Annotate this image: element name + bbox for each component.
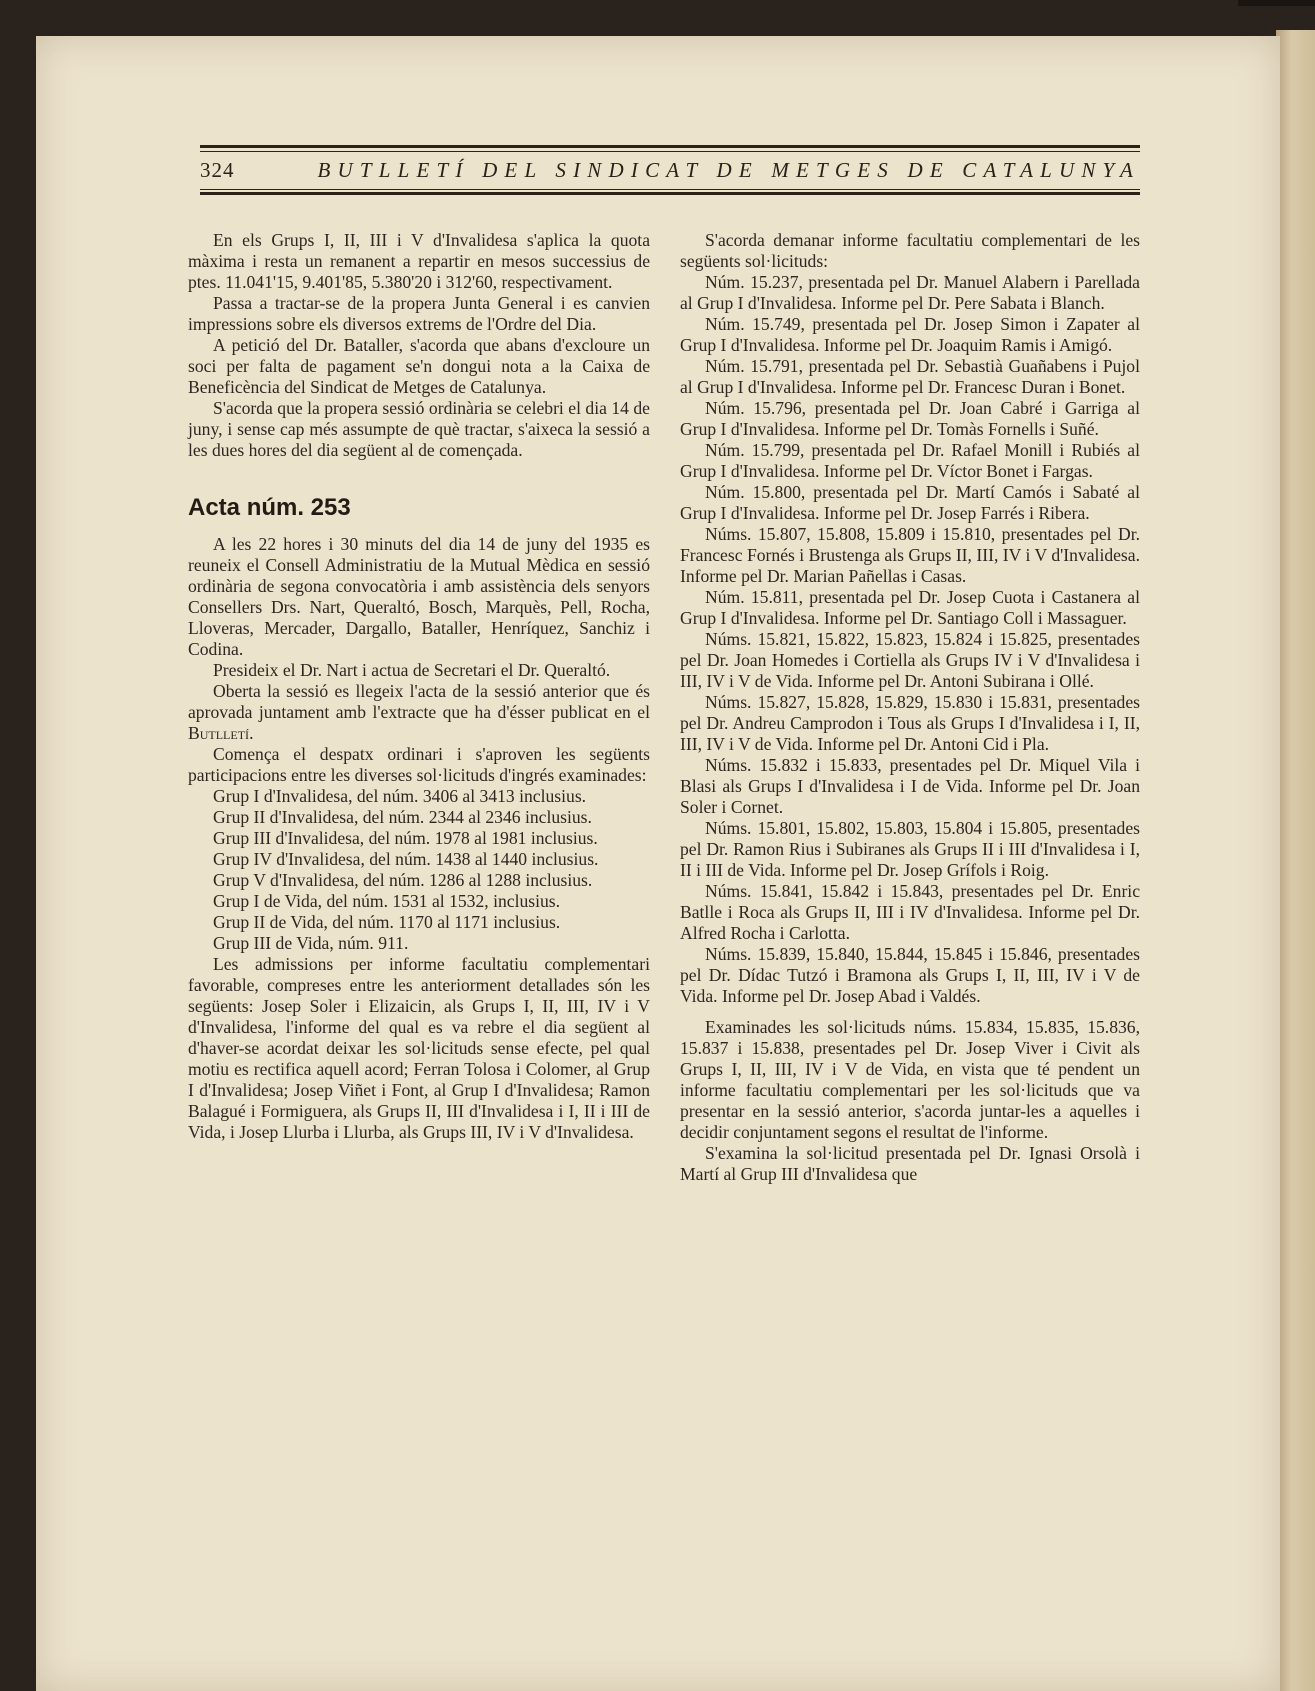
paragraph: S'acorda que la propera sessió ordinària se celebri el dia 14 de juny, i sense cap més assumpte de què tractar, s'aixeca la sessió a les dues hores del dia següent al de començada. — [188, 398, 650, 460]
paragraph-text: Oberta la sessió es llegeix l'acta de la sessió anterior que és aprovada juntament amb l'extracte que ha d'ésser publicat en el — [188, 681, 650, 722]
paragraph-text: . — [249, 723, 254, 743]
paragraph — [188, 681, 650, 744]
list-item: Grup I de Vida, del núm. 1531 al 1532, inclusius. — [213, 891, 561, 911]
list-item: Núm. 15.799, presentada pel Dr. Rafael Monill i Rubiés al Grup I d'Invalidesa. Informe pel Dr. Víctor Bonet i Fargas. — [680, 440, 1140, 481]
running-title: BUTLLETÍ DEL SINDICAT DE METGES DE CATALUNYA — [317, 157, 1140, 182]
right-column — [680, 230, 1140, 1185]
list-item: Núms. 15.841, 15.842 i 15.843, presentades pel Dr. Enric Batlle i Roca als Grups II, III i IV d'Invalidesa. Informe pel Dr. Alfred Rocha i Carlotta. — [680, 881, 1140, 943]
header-row — [200, 154, 1140, 186]
paragraph: A les 22 hores i 30 minuts del dia 14 de juny del 1935 es reuneix el Consell Administratiu de la Mutual Mèdica en sessió ordinària de segona convocatòria i amb assistència dels senyors Consellers Drs. Nart, Queraltó, Bosch, Marquès, Pell, Rocha, Lloveras, Mercader, Dargallo, Bataller, Henríquez, Sanchiz i Codina. — [188, 534, 650, 659]
paragraph: En els Grups I, II, III i V d'Invalidesa s'aplica la quota màxima i resta un remanent a repartir en mesos successius de ptes. 11.041'15, 9.401'85, 5.380'20 i 312'60, respectivament. — [188, 230, 650, 292]
list-item: Núm. 15.796, presentada pel Dr. Joan Cabré i Garriga al Grup I d'Invalidesa. Informe pel Dr. Tomàs Fornells i Suñé. — [680, 398, 1140, 439]
list-item: Núm. 15.237, presentada pel Dr. Manuel Alabern i Parellada al Grup I d'Invalidesa. Informe pel Dr. Pere Sabata i Blanch. — [680, 272, 1140, 313]
list-item: Núm. 15.791, presentada pel Dr. Sebastià Guañabens i Pujol al Grup I d'Invalidesa. Informe pel Dr. Francesc Duran i Bonet. — [680, 356, 1140, 397]
scan-edge-top — [1238, 0, 1315, 6]
list-item: Núm. 15.749, presentada pel Dr. Josep Simon i Zapater al Grup I d'Invalidesa. Informe pel Dr. Joaquim Ramis i Amigó. — [680, 314, 1140, 355]
header-rule-top-thin — [200, 151, 1140, 152]
header-rule-top — [200, 145, 1140, 148]
list-item: Grup III d'Invalidesa, del núm. 1978 al 1981 inclusius. — [213, 828, 598, 848]
paragraph: Examinades les sol·licituds núms. 15.834, 15.835, 15.836, 15.837 i 15.838, presentades pel Dr. Josep Viver i Civit als Grups I, II, III, IV i V de Vida, en vista que té pendent un informe facultatiu complementari per les sol·licituds que va presentar en la sessió anterior, s'acorda juntar-les a aquelles i decidir conjuntament segons el resultat de l'informe. — [680, 1017, 1140, 1142]
paragraph: Passa a tractar-se de la propera Junta General i es canvien impressions sobre els diversos extrems de l'Ordre del Dia. — [188, 293, 650, 334]
section-heading: Acta núm. 253 — [188, 494, 351, 521]
paragraph: Les admissions per informe facultatiu complementari favorable, compreses entre les anteriorment detallades són les següents: Josep Soler i Elizaicin, als Grups I, II, III, IV i V d'Invalidesa, l'informe del qual es va rebre el dia següent al d'haver-se acordat deixar les sol·licituds sense efecte, pel qual motiu es rectifica aquell acord; Ferran Tolosa i Colomer, al Grup I d'Invalidesa; Josep Viñet i Font, al Grup I d'Invalidesa; Ramon Balagué i Formiguera, als Grups II, III d'Invalidesa i I, II i III de Vida, i Josep Llurba i Llurba, als Grups III, IV i V d'Invalidesa. — [188, 954, 650, 1142]
paragraph: Presideix el Dr. Nart i actua de Secretari el Dr. Queraltó. — [213, 660, 611, 680]
list-item: Grup II d'Invalidesa, del núm. 2344 al 2346 inclusius. — [213, 807, 592, 827]
list-item: Núms. 15.839, 15.840, 15.844, 15.845 i 15.846, presentades pel Dr. Dídac Tutzó i Bramona als Grups I, II, III, IV i V de Vida. Informe pel Dr. Josep Abad i Valdés. — [680, 944, 1140, 1006]
list-item: Núms. 15.821, 15.822, 15.823, 15.824 i 15.825, presentades pel Dr. Joan Homedes i Cortiella als Grups IV i V d'Invalidesa i III, IV i V de Vida. Informe pel Dr. Antoni Subirana i Ollé. — [680, 629, 1140, 691]
page-number: 324 — [200, 157, 235, 182]
list-item: Núms. 15.832 i 15.833, presentades pel Dr. Miquel Vila i Blasi als Grups I d'Invalidesa i I de Vida. Informe pel Dr. Joan Soler i Cornet. — [680, 755, 1140, 817]
paragraph: S'acorda demanar informe facultatiu complementari de les següents sol·licituds: — [680, 230, 1140, 271]
left-column — [188, 230, 650, 1143]
list-item: Grup II de Vida, del núm. 1170 al 1171 inclusius. — [213, 912, 561, 932]
header-rule-bottom-thin — [200, 189, 1140, 190]
paragraph: A petició del Dr. Bataller, s'acorda que abans d'excloure un soci per falta de pagament se'n dongui nota a la Caixa de Beneficència del Sindicat de Metges de Catalunya. — [188, 335, 650, 397]
header-rule-bottom — [200, 192, 1140, 195]
page-edge — [1276, 30, 1315, 1691]
list-item: Núms. 15.807, 15.808, 15.809 i 15.810, presentades pel Dr. Francesc Fornés i Brustenga als Grups II, III, IV i V d'Invalidesa. Informe pel Dr. Marian Pañellas i Casas. — [680, 524, 1140, 586]
list-item: Núms. 15.827, 15.828, 15.829, 15.830 i 15.831, presentades pel Dr. Andreu Camprodon i Tous als Grups I d'Invalidesa i I, II, III, IV i V de Vida. Informe pel Dr. Antoni Cid i Pla. — [680, 692, 1140, 754]
list-item: Grup V d'Invalidesa, del núm. 1286 al 1288 inclusius. — [213, 870, 593, 890]
page-header — [200, 145, 1140, 195]
list-item: Grup III de Vida, núm. 911. — [213, 933, 409, 953]
list-item: Grup IV d'Invalidesa, del núm. 1438 al 1440 inclusius. — [213, 849, 599, 869]
paragraph: S'examina la sol·licitud presentada pel Dr. Ignasi Orsolà i Martí al Grup III d'Invalidesa que — [680, 1143, 1140, 1184]
list-item: Núm. 15.800, presentada pel Dr. Martí Camós i Sabaté al Grup I d'Invalidesa. Informe pel Dr. Josep Farrés i Ribera. — [680, 482, 1140, 523]
publication-name: Butlletí — [188, 723, 250, 743]
list-item: Grup I d'Invalidesa, del núm. 3406 al 3413 inclusius. — [213, 786, 587, 806]
paragraph: Comença el despatx ordinari i s'aproven les següents participacions entre les diverses sol·licituds d'ingrés examinades: — [188, 744, 650, 785]
list-item: Núm. 15.811, presentada pel Dr. Josep Cuota i Castanera al Grup I d'Invalidesa. Informe pel Dr. Santiago Coll i Massaguer. — [680, 587, 1140, 628]
list-item: Núms. 15.801, 15.802, 15.803, 15.804 i 15.805, presentades pel Dr. Ramon Rius i Subiranes als Grups II i III d'Invalidesa i I, II i III de Vida. Informe pel Dr. Josep Grífols i Roig. — [680, 818, 1140, 880]
